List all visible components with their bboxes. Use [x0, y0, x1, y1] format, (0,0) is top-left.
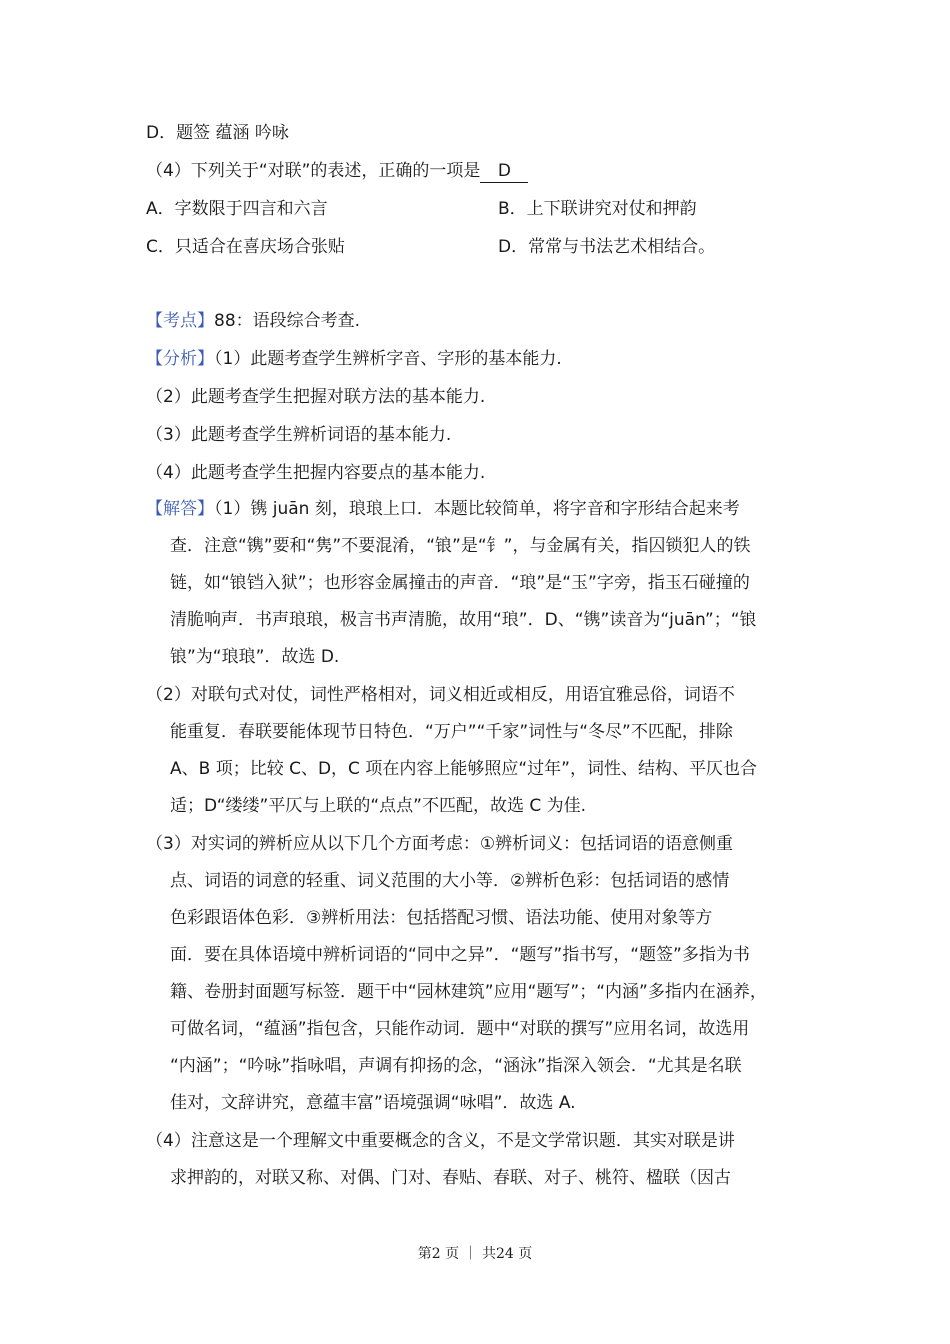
- jieda-p2-line-2: 能重复．春联要能体现节日特色．“万户”“千家”词性与“冬尽”不匹配，排除: [170, 722, 733, 742]
- jieda-text: （1）镌 juān 刻，琅琅上口．本题比较简单，将字音和字形结合起来考: [214, 499, 740, 519]
- jieda-p1-line-4: 清脆响声．书声琅琅，极言书声清脆，故用“琅”．D、“镌”读音为“juān”；“锒: [170, 610, 757, 630]
- jieda-p3-line-5: 籍、卷册封面题写标签．题干中“园林建筑”应用“题写”；“内涵”多指内在涵养，: [170, 982, 767, 1002]
- q4-option-row-1: [146, 196, 328, 222]
- jieda-p3-line-8: 佳对，文辞讲究，意蕴丰富”语境强调“咏唱”．故选 A.: [170, 1093, 576, 1113]
- q4-stem: [146, 158, 528, 184]
- option-d-q3: D．题签 蕴涵 吟咏: [146, 123, 289, 143]
- jieda-p1-line-3: 链，如“锒铛入狱”；也形容金属撞击的声音．“琅”是“玉”字旁，指玉石碰撞的: [170, 573, 750, 593]
- fenxi-line-1: [146, 346, 562, 372]
- jieda-tag: 【解答】: [146, 499, 214, 519]
- kaodian-tag: 【考点】: [146, 311, 214, 331]
- kaodian-line: [146, 308, 360, 334]
- q4-option-d: D．常常与书法艺术相结合。: [498, 237, 716, 257]
- jieda-p4-line-1: （4）注意这是一个理解文中重要概念的含义，不是文学常识题．其实对联是讲: [146, 1131, 735, 1151]
- q4-answer-blank: D: [480, 160, 528, 183]
- q4-option-b: B．上下联讲究对仗和押韵: [498, 199, 697, 219]
- page-footer: 第2 页 ｜ 共24 页: [417, 1246, 533, 1262]
- fenxi-line-4: （4）此题考查学生把握内容要点的基本能力.: [146, 463, 486, 483]
- jieda-p2-line-3: A、B 项；比较 C、D，C 项在内容上能够照应“过年”，词性、结构、平仄也合: [170, 759, 757, 779]
- q4-option-a: A．字数限于四言和六言: [146, 199, 328, 219]
- fenxi-text: （1）此题考查学生辨析字音、字形的基本能力.: [214, 349, 562, 369]
- jieda-p1-line-5: 锒”为“琅琅”．故选 D.: [170, 647, 340, 667]
- jieda-p3-line-4: 面．要在具体语境中辨析词语的“同中之异”．“题写”指书写，“题签”多指为书: [170, 945, 750, 965]
- jieda-p3-line-6: 可做名词，“蕴涵”指包含，只能作动词．题中“对联的撰写”应用名词，故选用: [170, 1019, 750, 1039]
- jieda-p3-line-2: 点、词语的词意的轻重、词义范围的大小等．②辨析色彩：包括词语的感情: [170, 871, 730, 891]
- q4-option-c: C．只适合在喜庆场合张贴: [146, 237, 345, 257]
- jieda-p3-line-7: “内涵”；“吟咏”指咏唱，声调有抑扬的念，“涵泳”指深入领会．“尤其是名联: [170, 1056, 742, 1076]
- jieda-p1-line-2: 查．注意“镌”要和“隽”不要混淆，“锒”是“钅”，与金属有关，指囚锁犯人的铁: [170, 536, 751, 556]
- jieda-p4-line-2: 求押韵的，对联又称、对偶、门对、春贴、春联、对子、桃符、楹联（因古: [170, 1168, 731, 1188]
- fenxi-line-3: （3）此题考查学生辨析词语的基本能力.: [146, 425, 452, 445]
- jieda-line-1: [146, 496, 740, 522]
- fenxi-line-2: （2）此题考查学生把握对联方法的基本能力.: [146, 387, 486, 407]
- jieda-p3-line-3: 色彩跟语体色彩．③辨析用法：包括搭配习惯、语法功能、使用对象等方: [170, 908, 713, 928]
- jieda-p3-line-1: （3）对实词的辨析应从以下几个方面考虑：①辨析词义：包括词语的语意侧重: [146, 834, 734, 854]
- jieda-p2-line-4: 适；D“缕缕”平仄与上联的“点点”不匹配，故选 C 为佳.: [170, 796, 587, 816]
- fenxi-tag: 【分析】: [146, 349, 214, 369]
- kaodian-text: 88：语段综合考查.: [214, 311, 361, 331]
- jieda-p2-line-1: （2）对联句式对仗，词性严格相对，词义相近或相反，用语宜雅忌俗，词语不: [146, 685, 735, 705]
- q4-stem-text: （4）下列关于“对联”的表述，正确的一项是: [146, 161, 481, 181]
